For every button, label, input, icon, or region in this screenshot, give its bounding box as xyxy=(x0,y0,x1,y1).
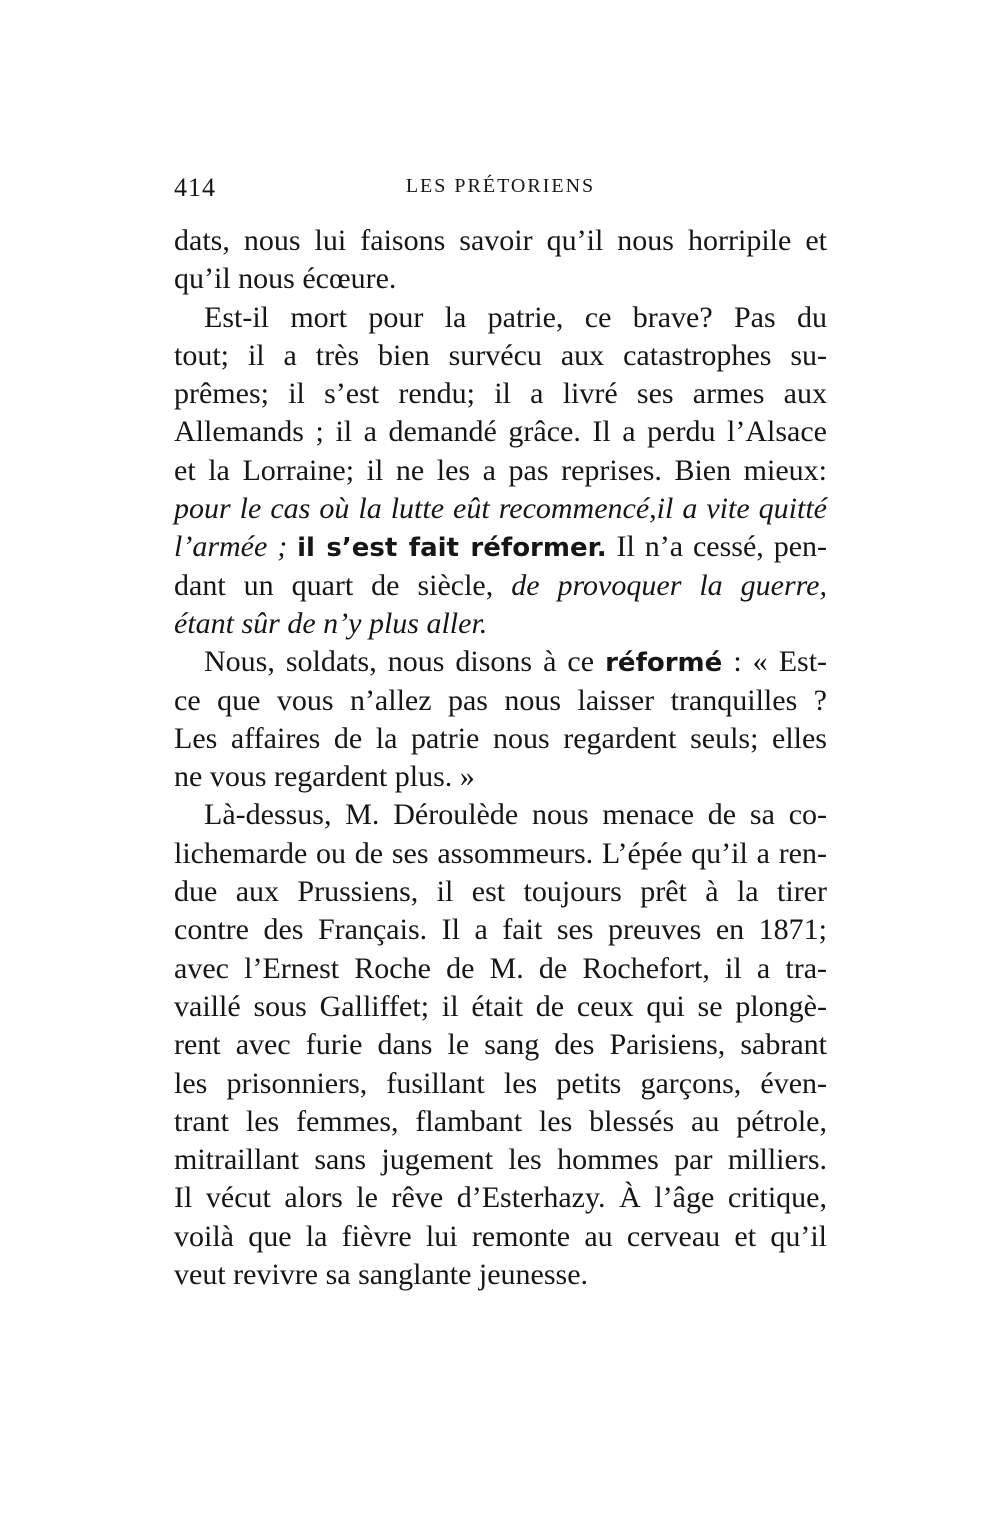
text-line xyxy=(174,528,827,566)
text-line: Allemands ; il a demandé grâce. Il a perdu l’Alsace xyxy=(174,415,827,449)
text-line: voilà que la fièvre lui remonte au cerveau et qu’il xyxy=(174,1219,827,1253)
italic-text-line: pour le cas où la lutte eût recommencé,il a vite quitté xyxy=(174,492,827,526)
page-header xyxy=(174,173,827,203)
text-line: Les affaires de la patrie nous regardent seuls; elles xyxy=(174,721,827,755)
bold-word: réformé xyxy=(605,648,723,679)
text-line: avec l’Ernest Roche de M. de Rochefort, il a tra- xyxy=(174,951,827,985)
text-line: dats, nous lui faisons savoir qu’il nous horripile et xyxy=(174,224,827,257)
text-line: Là-dessus, M. Déroulède nous menace de sa co- xyxy=(204,798,827,832)
text-line: contre des Français. Il a fait ses preuves en 1871; xyxy=(174,913,827,947)
text-line: veut revivre sa sanglante jeunesse. xyxy=(174,1258,589,1292)
text-phrase: : « Est- xyxy=(733,645,828,679)
text-line: vaillé sous Galliffet; il était de ceux qui se plongè- xyxy=(174,989,827,1023)
text-line: les prisonniers, fusillant les petits garçons, éven- xyxy=(174,1066,827,1100)
text-line: prêmes; il s’est rendu; il a livré ses armes aux xyxy=(174,377,827,411)
page-number: 414 xyxy=(174,173,216,202)
bold-phrase: il s’est fait réformer. xyxy=(297,533,607,564)
text-phrase: dant un quart de siècle, xyxy=(174,568,494,602)
text-phrase: Nous, soldats, nous disons à ce xyxy=(204,645,595,679)
text-line: due aux Prussiens, il est toujours prêt à la tirer xyxy=(174,875,827,909)
italic-phrase: l’armée ; xyxy=(174,530,288,564)
text-phrase: Il n’a cessé, pen- xyxy=(616,530,828,564)
text-line: Est-il mort pour la patrie, ce brave? Pas du xyxy=(204,300,827,334)
text-line xyxy=(174,643,827,681)
text-line: et la Lorraine; il ne les a pas reprises. Bien mieux: xyxy=(174,453,827,487)
text-line: tout; il a très bien survécu aux catastrophes su- xyxy=(174,338,827,372)
text-line xyxy=(174,567,827,605)
text-line: rent avec furie dans le sang des Parisiens, sabrant xyxy=(174,1028,827,1062)
text-line: ce que vous n’allez pas nous laisser tranquilles ? xyxy=(174,683,827,717)
running-title: LES PRÉTORIENS xyxy=(405,175,596,197)
text-line: lichemarde ou de ses assommeurs. L’épée qu’il a ren- xyxy=(174,836,827,870)
italic-text-line: étant sûr de n’y plus aller. xyxy=(174,606,488,640)
text-line: Il vécut alors le rêve d’Esterhazy. À l’âge critique, xyxy=(174,1181,827,1215)
text-line: qu’il nous écœure. xyxy=(174,262,397,296)
body-text xyxy=(174,222,827,1294)
text-line: ne vous regardent plus. » xyxy=(174,760,475,794)
text-line: mitraillant sans jugement les hommes par milliers. xyxy=(174,1143,827,1177)
text-line: trant les femmes, flambant les blessés au pétrole, xyxy=(174,1104,827,1138)
italic-phrase: de provoquer la guerre, xyxy=(511,568,827,602)
